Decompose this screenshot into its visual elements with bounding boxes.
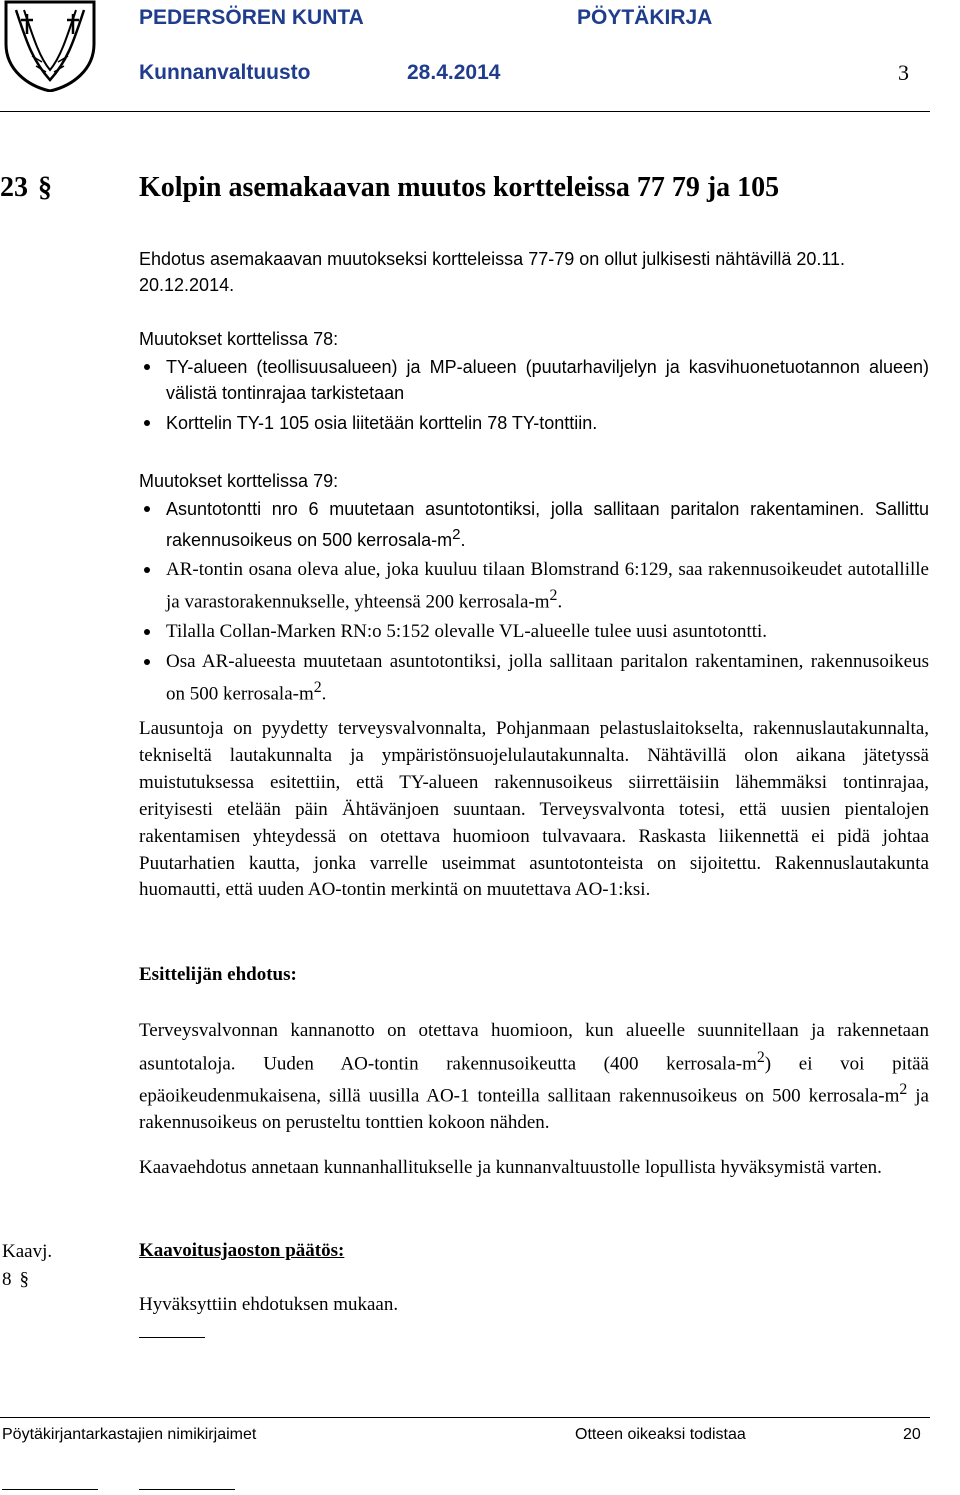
header-date: 28.4.2014	[407, 61, 501, 84]
header-doc-type: PÖYTÄKIRJA	[577, 6, 713, 29]
decision-heading: Kaavoitusjaoston päätös:	[139, 1240, 345, 1261]
intro-paragraph: Ehdotus asemakaavan muutokseksi kortteleissa 77-79 on ollut julkisesti nähtävillä 20.11. 20.12.2014.	[139, 249, 846, 295]
header-divider	[0, 111, 930, 112]
initials-line-1	[2, 1489, 98, 1490]
block-78-list	[139, 354, 929, 436]
proposal-paragraph-1: Terveysvalvonnan kannanotto on otettava huomioon, kun alueelle suunnitellaan ja rakennetaan asuntotaloja. Uuden AO-tontin rakennusoikeutta (400 kerrosala-$m^2$) ei voi pitää epäoikeudenmukaisena, sillä uusilla AO-1 tonteilla sallitaan rakennusoikeus on 500 kerrosala-$m^2$ ja rakennusoikeus on perusteltu tonttien kokoon nähden.	[139, 1020, 929, 1134]
decision-text: Hyväksyttiin ehdotuksen mukaan.	[139, 1294, 399, 1315]
proposal-paragraph-2: Kaavaehdotus annetaan kunnanhallitukselle ja kunnanvaltuustolle lopullista hyväksymistä varten.	[139, 1157, 882, 1178]
block-79-label: Muutokset korttelissa 79:	[139, 471, 339, 491]
statements-paragraph: Lausuntoja on pyydetty terveysvalvonnalta, Pohjanmaan pelastuslaitokselta, rakennuslautakunnalta, tekniseltä lautakunnalta ja ympäristönsuojelulautakunnalta. Nähtävillä olon aikana jätetyssä muistutuksessa esitettiin, että TY-alueen rakennusoikeus siirrettäisiin lähemmäksi tontinrajaa, erityisesti etelään päin Ähtävänjoen suuntaan. Terveysvalvonta totesi, että uusien pientalojen rakentamisen yhteydessä on otettava huomioon tulvavaara. Raskasta liikennettä ei pidä johtaa Puutarhatien kautta, jonka varrelle useimmat asuntotonteista on sijoitettu. Rakennuslautakunta huomautti, että uuden AO-tontin merkintä on muutettava AO-1:ksi.	[139, 718, 929, 901]
municipal-coat-of-arms-logo	[2, 0, 98, 92]
header-org: PEDERSÖREN KUNTA	[139, 6, 364, 29]
section-mark: §	[38, 172, 52, 203]
block-79-item: AR-tontin osana oleva alue, joka kuuluu tilaan Blomstrand 6:129, saa rakennusoikeudet autotallille ja varastorakennukselle, yhteensä 200 kerrosala-$m^2$.	[139, 557, 929, 615]
block-79-item: Osa AR-alueesta muutetaan asuntotontiksi, jolla sallitaan paritalon rakentaminen, rakennusoikeus on 500 kerrosala-$m^2$.	[139, 649, 929, 707]
footer-certify-label: Otteen oikeaksi todistaa	[575, 1426, 746, 1443]
footer-initials-label: Pöytäkirjantarkastajien nimikirjaimet	[2, 1426, 257, 1443]
decision-reference	[2, 1238, 52, 1294]
decision-ref-label: Kaavj.	[2, 1241, 53, 1262]
footer-page-number: 20	[903, 1426, 921, 1443]
block-78-label: Muutokset korttelissa 78:	[139, 329, 339, 349]
proposal-heading: Esittelijän ehdotus:	[139, 964, 297, 985]
decision-end-line	[139, 1337, 205, 1338]
block-78-item: Korttelin TY-1 105 osia liitetään korttelin 78 TY-tonttiin.	[139, 410, 929, 436]
header-body: Kunnanvaltuusto	[139, 61, 311, 84]
section-number: 23	[0, 172, 28, 203]
block-79	[139, 468, 929, 712]
block-79-item: Asuntotontti nro 6 muutetaan asuntotontiksi, jolla sallitaan paritalon rakentaminen. Sallittu rakennusoikeus on 500 kerrosala-$m^2$.	[139, 496, 929, 553]
decision-ref-mark: §	[19, 1269, 29, 1290]
header-page-number: 3	[898, 60, 909, 85]
footer-divider	[0, 1417, 930, 1418]
section-title: Kolpin asemakaavan muutos kortteleissa 77 79 ja 105	[139, 172, 780, 203]
initials-line-2	[139, 1489, 235, 1490]
decision-ref-number: 8	[2, 1269, 12, 1290]
section-heading	[0, 172, 52, 204]
block-78-item: TY-alueen (teollisuusalueen) ja MP-alueen (puutarhaviljelyn ja kasvihuonetuotannon alueen) välistä tontinrajaa tarkistetaan	[139, 354, 929, 406]
block-79-item: Tilalla Collan-Marken RN:o 5:152 olevalle VL-alueelle tulee uusi asuntotontti.	[139, 619, 929, 645]
block-79-list	[139, 496, 929, 708]
block-78	[139, 326, 929, 440]
decision-ref-paragraph	[2, 1266, 52, 1294]
